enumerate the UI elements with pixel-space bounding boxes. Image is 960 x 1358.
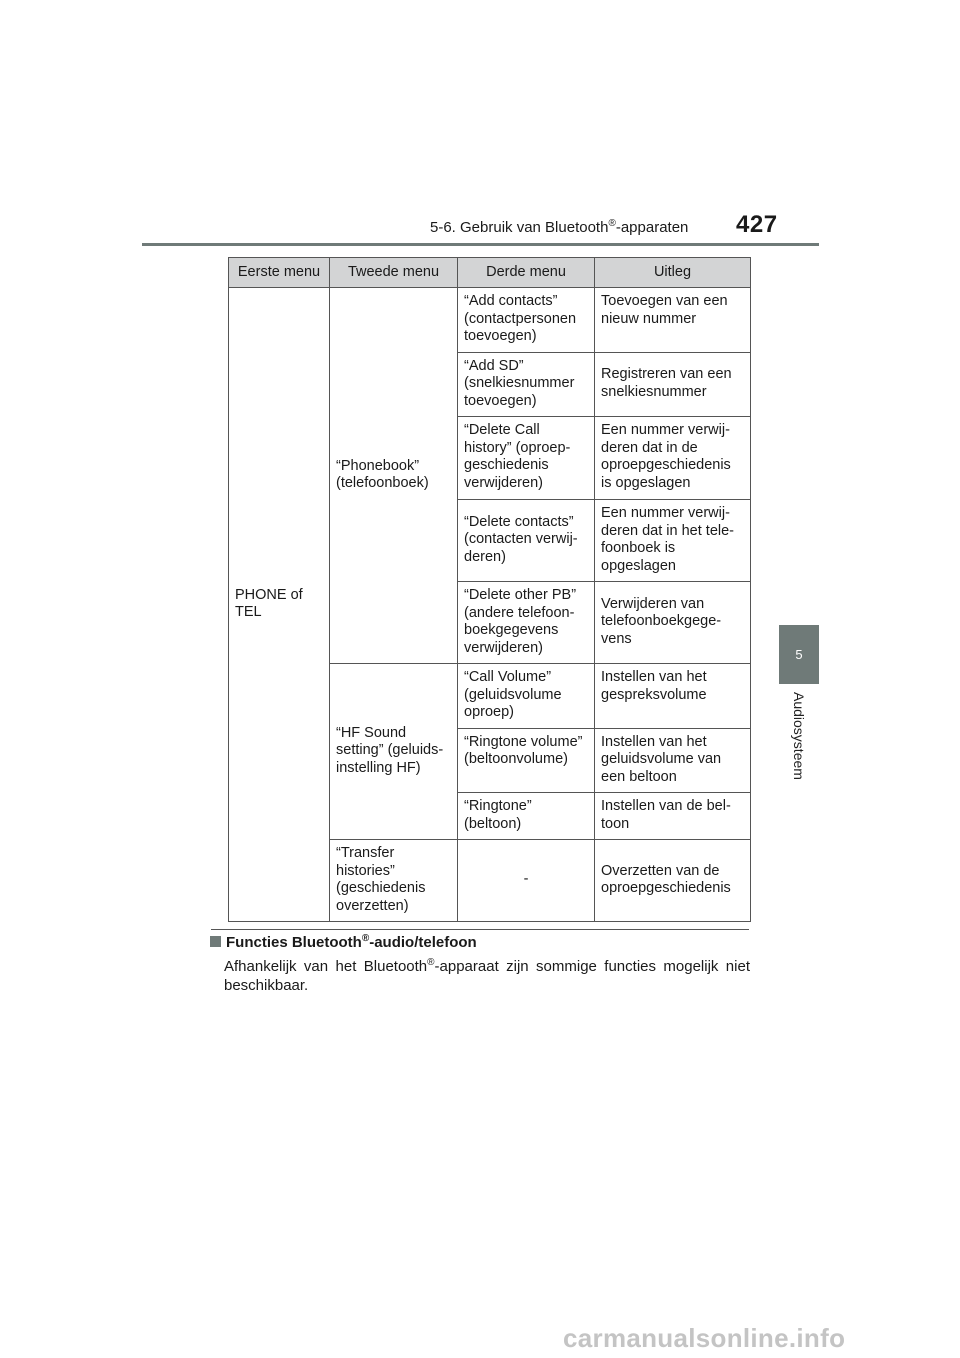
- section-title-text: 5-6. Gebruik van Bluetooth: [430, 219, 609, 236]
- explanation-cell: Overzetten van de oproepgeschiedenis: [595, 840, 751, 922]
- third-menu-cell: “Ringtone” (beltoon): [458, 793, 595, 840]
- second-menu-cell: “HF Sound setting” (geluids-instelling HF): [330, 664, 458, 840]
- section-body: [224, 953, 750, 995]
- second-menu-cell: “Phonebook” (telefoonboek): [330, 288, 458, 664]
- section-heading: [210, 933, 477, 951]
- chapter-tab: 5: [779, 625, 819, 684]
- chapter-label: Audiosysteem: [791, 692, 807, 780]
- third-menu-cell: -: [458, 840, 595, 922]
- explanation-cell: Registreren van een snelkiesnummer: [595, 352, 751, 417]
- column-header: Derde menu: [458, 258, 595, 288]
- explanation-cell: Toevoegen van een nieuw nummer: [595, 288, 751, 353]
- first-menu-cell: PHONE of TEL: [229, 288, 330, 922]
- table-row: [229, 288, 751, 353]
- section-body-suffix: -apparaat zijn sommige functies mogelijk niet beschikbaar.: [224, 958, 750, 994]
- third-menu-cell: “Call Volume” (geluidsvolume oproep): [458, 664, 595, 729]
- section-title-suffix: -apparaten: [615, 219, 689, 236]
- explanation-cell: Een nummer verwij-deren dat in het tele-foonboek is opgeslagen: [595, 500, 751, 582]
- second-menu-cell: “Transfer histories” (geschiedenis overzetten): [330, 840, 458, 922]
- column-header: Eerste menu: [229, 258, 330, 288]
- table-header-row: [229, 258, 751, 288]
- explanation-cell: Instellen van het geluidsvolume van een beltoon: [595, 728, 751, 793]
- explanation-cell: Instellen van de bel-toon: [595, 793, 751, 840]
- section-divider: [211, 929, 749, 930]
- third-menu-cell: “Delete contacts” (contacten verwij-deren): [458, 500, 595, 582]
- section-heading-suffix: -audio/telefoon: [369, 934, 477, 951]
- registered-mark: ®: [608, 218, 616, 229]
- third-menu-cell: “Add contacts” (contactpersonen toevoegen): [458, 288, 595, 353]
- third-menu-cell: “Delete Call history” (oproep-geschiedenis verwijderen): [458, 417, 595, 500]
- page-number: 427: [736, 211, 778, 238]
- third-menu-cell: “Delete other PB” (andere telefoon-boekgegevens verwijderen): [458, 582, 595, 664]
- explanation-cell: Een nummer verwij-deren dat in de oproepgeschiedenis is opgeslagen: [595, 417, 751, 500]
- header-rule: [142, 243, 819, 246]
- explanation-cell: Verwijderen van telefoonboekgege-vens: [595, 582, 751, 664]
- section-heading-text: Functies Bluetooth: [226, 934, 362, 951]
- explanation-cell: Instellen van het gespreksvolume: [595, 664, 751, 729]
- third-menu-cell: “Add SD” (snelkiesnummer toevoegen): [458, 352, 595, 417]
- square-bullet-icon: [210, 936, 221, 947]
- column-header: Tweede menu: [330, 258, 458, 288]
- section-title: [430, 218, 730, 236]
- registered-mark: ®: [427, 957, 435, 968]
- watermark: carmanualsonline.info: [563, 1323, 846, 1353]
- column-header: Uitleg: [595, 258, 751, 288]
- registered-mark: ®: [361, 933, 370, 944]
- third-menu-cell: “Ringtone volume” (beltoonvolume): [458, 728, 595, 793]
- menu-table: [228, 257, 751, 922]
- section-body-text: Afhankelijk van het Bluetooth: [224, 958, 428, 975]
